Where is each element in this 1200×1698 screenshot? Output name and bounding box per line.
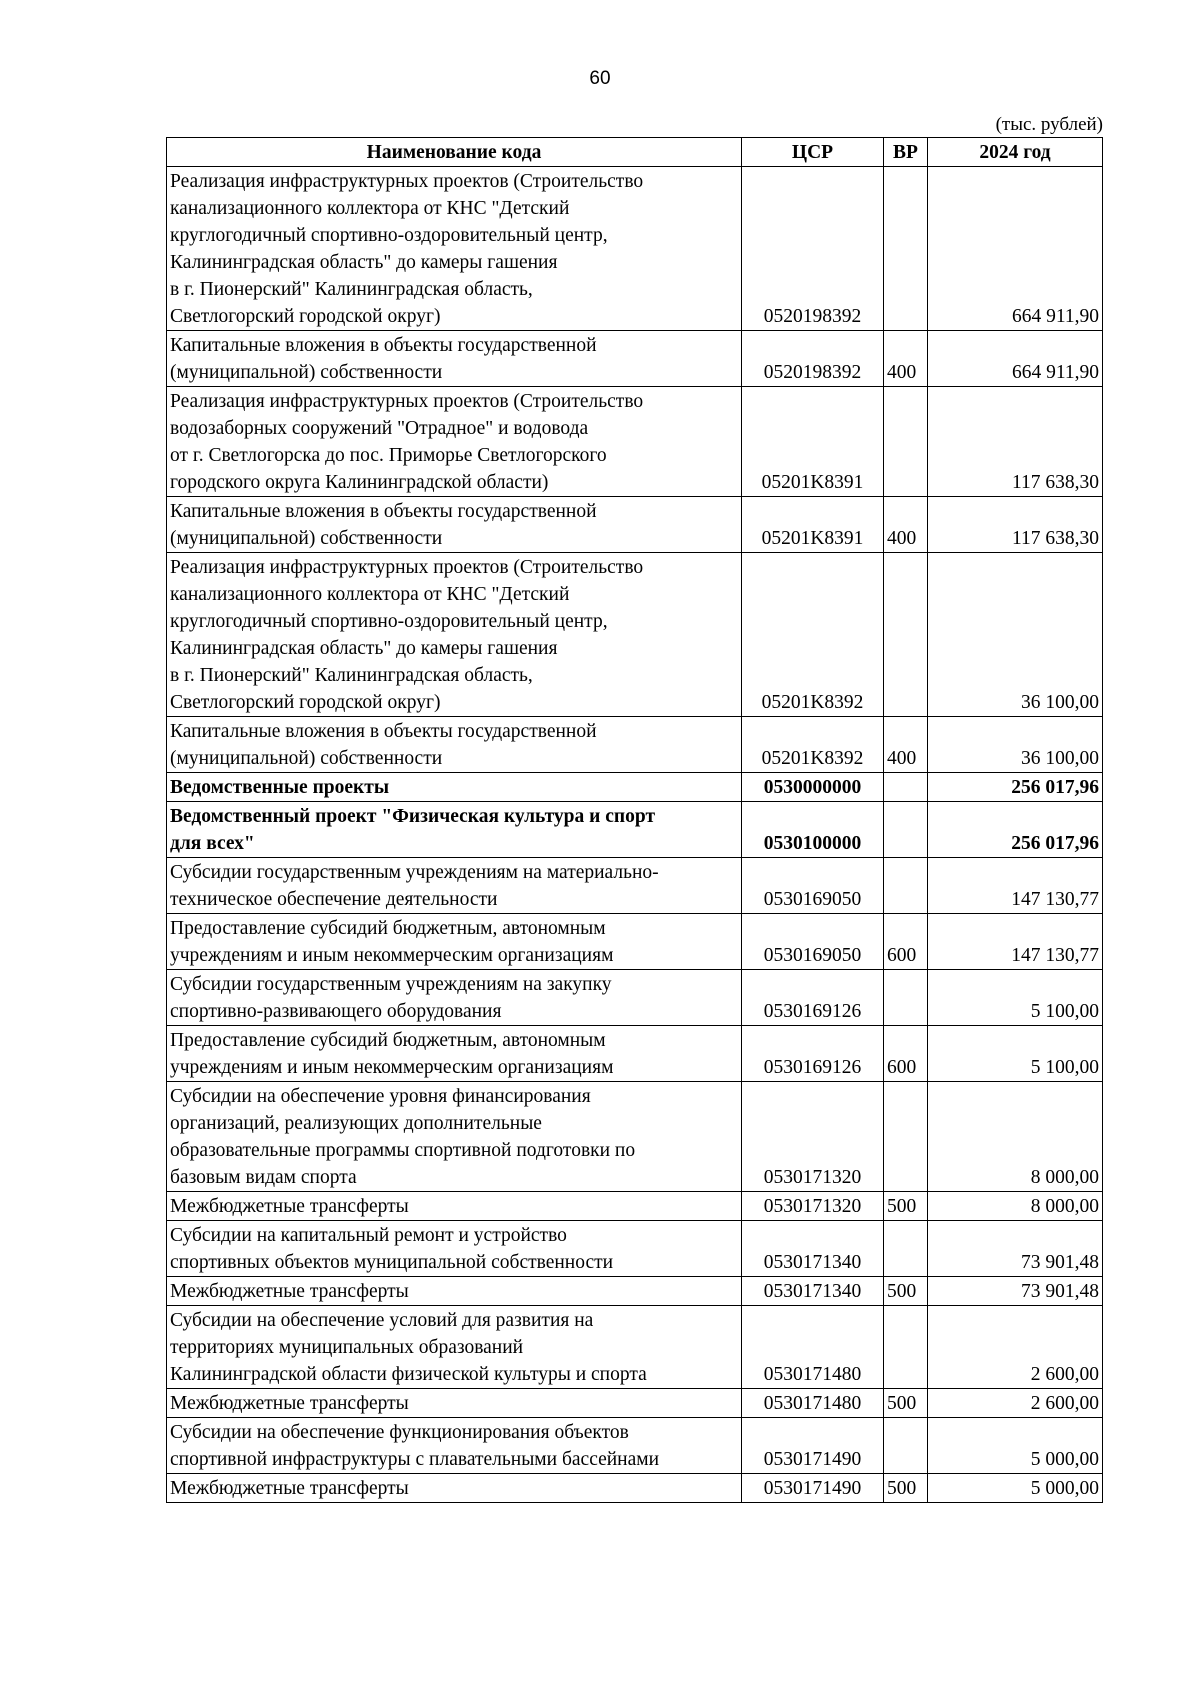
- cell-sum: 73 901,48: [928, 1221, 1103, 1277]
- cell-vr: [884, 773, 928, 802]
- cell-vr: 400: [884, 717, 928, 773]
- table-row: [167, 1082, 1103, 1192]
- cell-name: Ведомственные проекты: [167, 773, 742, 802]
- cell-sum: 2 600,00: [928, 1389, 1103, 1418]
- cell-sum: 664 911,90: [928, 331, 1103, 387]
- cell-csr: 0530169126: [742, 1026, 884, 1082]
- cell-name: Реализация инфраструктурных проектов (Строительство водозаборных сооружений "Отрадное" и водовода от г. Светлогорска до пос. Приморье Светлогорского городского округа Калининградской области): [167, 387, 742, 497]
- cell-sum: 664 911,90: [928, 167, 1103, 331]
- cell-vr: 500: [884, 1277, 928, 1306]
- cell-vr: [884, 858, 928, 914]
- table-row: [167, 717, 1103, 773]
- cell-vr: 500: [884, 1192, 928, 1221]
- cell-csr: 0530171480: [742, 1306, 884, 1389]
- table-row: [167, 1221, 1103, 1277]
- cell-csr: 05201K8391: [742, 497, 884, 553]
- cell-sum: 117 638,30: [928, 497, 1103, 553]
- page-number: 60: [589, 68, 611, 89]
- cell-name: Межбюджетные трансферты: [167, 1389, 742, 1418]
- cell-name: Межбюджетные трансферты: [167, 1277, 742, 1306]
- cell-csr: 05201K8392: [742, 717, 884, 773]
- cell-vr: [884, 1418, 928, 1474]
- table-row: [167, 1277, 1103, 1306]
- cell-vr: [884, 387, 928, 497]
- cell-csr: 0530171320: [742, 1082, 884, 1192]
- cell-name: Субсидии государственным учреждениям на материально- техническое обеспечение деятельности: [167, 858, 742, 914]
- table-row: [167, 331, 1103, 387]
- cell-sum: 147 130,77: [928, 914, 1103, 970]
- cell-csr: 0530171490: [742, 1418, 884, 1474]
- cell-csr: 0530171480: [742, 1389, 884, 1418]
- cell-csr: 05201K8391: [742, 387, 884, 497]
- cell-sum: 8 000,00: [928, 1192, 1103, 1221]
- cell-name: Капитальные вложения в объекты государственной (муниципальной) собственности: [167, 497, 742, 553]
- table-row: [167, 553, 1103, 717]
- cell-name: Капитальные вложения в объекты государственной (муниципальной) собственности: [167, 717, 742, 773]
- cell-sum: 8 000,00: [928, 1082, 1103, 1192]
- table-row: [167, 914, 1103, 970]
- table-row: [167, 497, 1103, 553]
- cell-vr: [884, 1306, 928, 1389]
- cell-csr: 05201K8392: [742, 553, 884, 717]
- table-row: [167, 1474, 1103, 1503]
- table-row: [167, 167, 1103, 331]
- cell-csr: 0530171320: [742, 1192, 884, 1221]
- cell-sum: 36 100,00: [928, 553, 1103, 717]
- header-name: Наименование кода: [167, 138, 742, 167]
- table-row: [167, 387, 1103, 497]
- cell-sum: 147 130,77: [928, 858, 1103, 914]
- cell-name: Субсидии на обеспечение условий для развития на территориях муниципальных образований Калининградской области физической культуры и спорта: [167, 1306, 742, 1389]
- cell-sum: 5 000,00: [928, 1418, 1103, 1474]
- cell-vr: [884, 802, 928, 858]
- cell-sum: 5 100,00: [928, 970, 1103, 1026]
- unit-note: (тыс. рублей): [995, 114, 1103, 135]
- cell-vr: [884, 970, 928, 1026]
- cell-csr: 0530169050: [742, 914, 884, 970]
- budget-table: [166, 137, 1103, 1503]
- cell-vr: [884, 1221, 928, 1277]
- cell-csr: 0530169126: [742, 970, 884, 1026]
- cell-sum: 256 017,96: [928, 773, 1103, 802]
- header-sum: 2024 год: [928, 138, 1103, 167]
- cell-csr: 0520198392: [742, 331, 884, 387]
- cell-csr: 0530000000: [742, 773, 884, 802]
- cell-sum: 5 100,00: [928, 1026, 1103, 1082]
- cell-name: Субсидии на обеспечение уровня финансирования организаций, реализующих дополнительные образовательные программы спортивной подготовки по базовым видам спорта: [167, 1082, 742, 1192]
- cell-vr: 600: [884, 1026, 928, 1082]
- cell-name: Капитальные вложения в объекты государственной (муниципальной) собственности: [167, 331, 742, 387]
- cell-name: Межбюджетные трансферты: [167, 1474, 742, 1503]
- table-row: [167, 773, 1103, 802]
- cell-vr: [884, 553, 928, 717]
- cell-name: Межбюджетные трансферты: [167, 1192, 742, 1221]
- cell-sum: 36 100,00: [928, 717, 1103, 773]
- cell-csr: 0530171340: [742, 1277, 884, 1306]
- cell-sum: 117 638,30: [928, 387, 1103, 497]
- cell-sum: 2 600,00: [928, 1306, 1103, 1389]
- cell-vr: 500: [884, 1389, 928, 1418]
- cell-name: Предоставление субсидий бюджетным, автономным учреждениям и иным некоммерческим организациям: [167, 914, 742, 970]
- table-row: [167, 1026, 1103, 1082]
- cell-csr: 0530169050: [742, 858, 884, 914]
- cell-name: Субсидии на капитальный ремонт и устройство спортивных объектов муниципальной собственности: [167, 1221, 742, 1277]
- table-row: [167, 1389, 1103, 1418]
- cell-vr: 400: [884, 497, 928, 553]
- cell-csr: 0520198392: [742, 167, 884, 331]
- table-row: [167, 1418, 1103, 1474]
- cell-vr: [884, 167, 928, 331]
- cell-name: Субсидии государственным учреждениям на закупку спортивно-развивающего оборудования: [167, 970, 742, 1026]
- cell-name: Предоставление субсидий бюджетным, автономным учреждениям и иным некоммерческим организациям: [167, 1026, 742, 1082]
- table-row: [167, 1306, 1103, 1389]
- table-row: [167, 970, 1103, 1026]
- header-csr: ЦСР: [742, 138, 884, 167]
- table-row: [167, 1192, 1103, 1221]
- cell-vr: 600: [884, 914, 928, 970]
- cell-csr: 0530171340: [742, 1221, 884, 1277]
- cell-csr: 0530171490: [742, 1474, 884, 1503]
- table-header-row: [167, 138, 1103, 167]
- header-vr: ВР: [884, 138, 928, 167]
- cell-name: Субсидии на обеспечение функционирования объектов спортивной инфраструктуры с плавательными бассейнами: [167, 1418, 742, 1474]
- cell-csr: 0530100000: [742, 802, 884, 858]
- cell-name: Реализация инфраструктурных проектов (Строительство канализационного коллектора от КНС "Детский круглогодичный спортивно-оздоровительный центр, Калининградская область" до камеры гашения в г. Пионерский" Калининградская область, Светлогорский городской округ): [167, 167, 742, 331]
- cell-name: Реализация инфраструктурных проектов (Строительство канализационного коллектора от КНС "Детский круглогодичный спортивно-оздоровительный центр, Калининградская область" до камеры гашения в г. Пионерский" Калининградская область, Светлогорский городской округ): [167, 553, 742, 717]
- cell-vr: [884, 1082, 928, 1192]
- cell-vr: 500: [884, 1474, 928, 1503]
- cell-sum: 5 000,00: [928, 1474, 1103, 1503]
- cell-sum: 73 901,48: [928, 1277, 1103, 1306]
- cell-name: Ведомственный проект "Физическая культура и спорт для всех": [167, 802, 742, 858]
- cell-vr: 400: [884, 331, 928, 387]
- table-row: [167, 858, 1103, 914]
- cell-sum: 256 017,96: [928, 802, 1103, 858]
- table-row: [167, 802, 1103, 858]
